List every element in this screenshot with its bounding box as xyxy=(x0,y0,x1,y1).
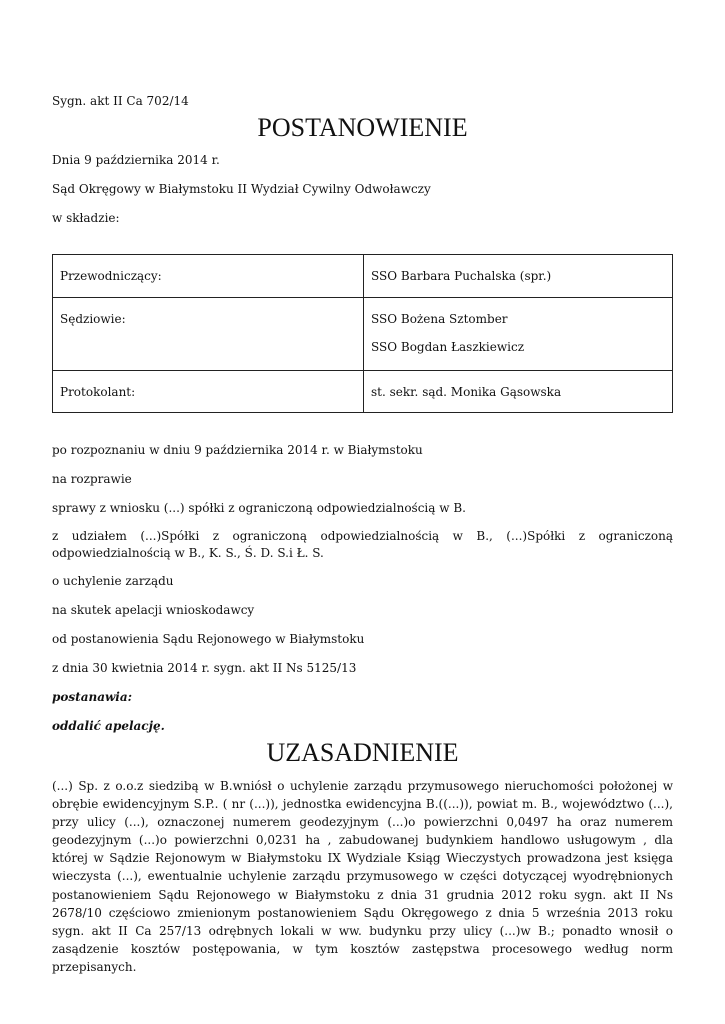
content-line: sprawy z wniosku (...) spółki z ograniczoną odpowiedzialnością w B. xyxy=(52,501,466,515)
name-cell xyxy=(364,255,673,298)
case-signature: Sygn. akt II Ca 702/14 xyxy=(52,94,189,108)
role-presiding: Przewodniczący: xyxy=(60,269,162,283)
judge-name: SSO Bogdan Łaszkiewicz xyxy=(371,340,525,354)
judges-list xyxy=(371,298,665,355)
name-cell xyxy=(364,298,673,371)
role-cell xyxy=(53,255,364,298)
role-cell xyxy=(53,298,364,371)
court-name: Sąd Okręgowy w Białymstoku II Wydział Cywilny Odwoławczy xyxy=(52,182,431,196)
content-line: z dnia 30 kwietnia 2014 r. sygn. akt II Ns 5125/13 xyxy=(52,661,357,675)
content-line: po rozpoznaniu w dniu 9 października 2014 r. w Białymstoku xyxy=(52,443,423,457)
table-row xyxy=(53,371,673,413)
table-row xyxy=(53,298,673,371)
table-row xyxy=(53,255,673,298)
content-line: o uchylenie zarządu xyxy=(52,574,174,588)
role-clerk: Protokolant: xyxy=(60,385,136,399)
decides-label: postanawia: xyxy=(52,690,133,704)
composition-label: w składzie: xyxy=(52,211,120,225)
name-cell xyxy=(364,371,673,413)
content-paragraph: z udziałem (...)Spółki z ograniczoną odpowiedzialnością w B., (...)Spółki z ograniczoną odpowiedzialnością w B., K. S., Ś. D. S.i Ł. S. xyxy=(52,529,673,560)
decision-text: oddalić apelację. xyxy=(52,719,165,733)
page-title: POSTANOWIENIE xyxy=(257,113,468,142)
role-cell xyxy=(53,371,364,413)
reasons-paragraph: (...) Sp. z o.o.z siedzibą w B.wniósł o uchylenie zarządu przymusowego nieruchomości położonej w obrębie ewidencyjnym S.P.. ( nr (...)), jednostka ewidencyjna B.((...)), powiat m. B., województwo (...), przy ulicy (...), oznaczonej numerem geodezyjnym (...)o powierzchni 0,0497 ha oraz numerem geodezyjnym (...)o powierzchni 0,0231 ha , zabudowanej budynkiem handlowo usługowym , dla której w Sądzie Rejonowym w Białymstoku IX Wydziale Ksiąg Wieczystych prowadzona jest księga wieczysta (...), ewentualnie uchylenie zarządu przymusowego w części dotyczącej wyodrębnionych postanowieniem Sądu Rejonowego w Białymstoku z dnia 31 grudnia 2012 roku sygn. akt II Ns 2678/10 częściowo zmienionym postanowieniem Sądu Okręgowego z dnia 5 września 2013 roku sygn. akt II Ca 257/13 odrębnych lokali w ww. budynku przy ulicy (...)w B.; ponadto wnosił o zasądzenie kosztów postępowania, w tym kosztów zastępstwa procesowego według norm przepisanych. xyxy=(52,779,673,974)
decision-date: Dnia 9 października 2014 r. xyxy=(52,153,220,167)
judge-name: SSO Bożena Sztomber xyxy=(371,312,508,326)
content-line: na skutek apelacji wnioskodawcy xyxy=(52,603,255,617)
clerk-name: st. sekr. sąd. Monika Gąsowska xyxy=(371,385,562,399)
content-line: od postanowienia Sądu Rejonowego w Białymstoku xyxy=(52,632,365,646)
reasons-title: UZASADNIENIE xyxy=(266,738,459,767)
presiding-judge: SSO Barbara Puchalska (spr.) xyxy=(371,269,552,283)
role-judges: Sędziowie: xyxy=(60,312,126,326)
content-line: na rozprawie xyxy=(52,472,132,486)
court-panel-table xyxy=(52,254,673,413)
